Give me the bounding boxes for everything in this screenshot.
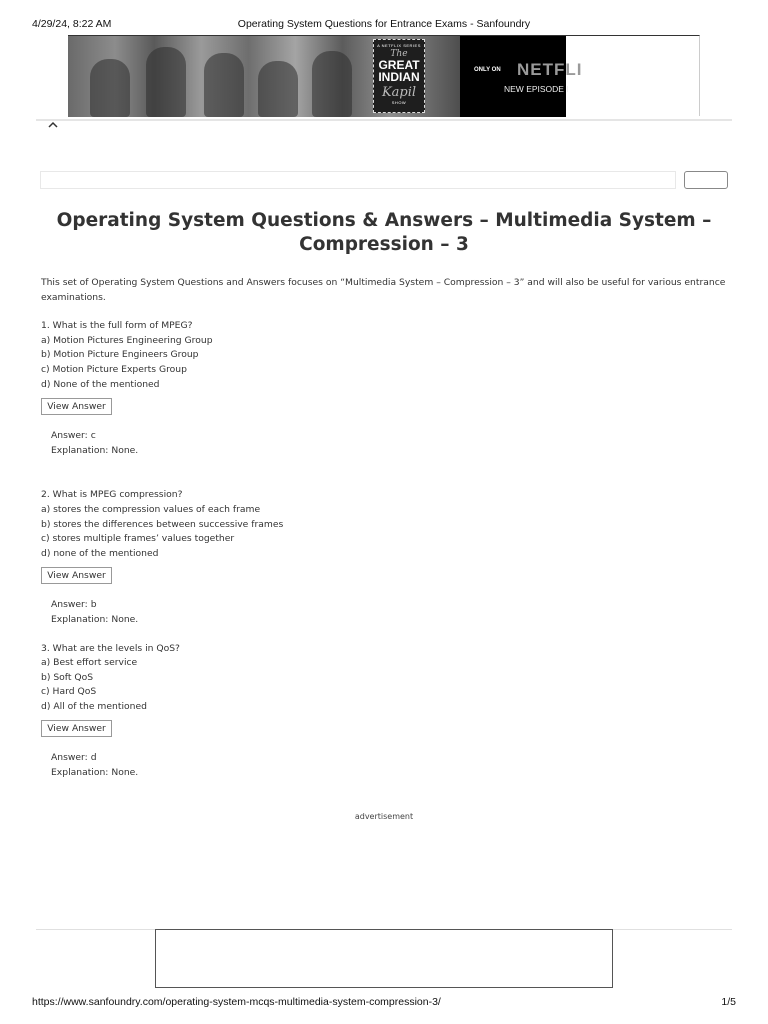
print-title: Operating System Questions for Entrance Exams - Sanfoundry [237,18,531,30]
question-text: 3. What are the levels in QoS? [41,642,180,654]
answer-panel [51,429,731,458]
explanation-text: Explanation: None. [51,444,139,456]
option-d: d) none of the mentioned [41,547,159,559]
banner-netflix-panel [460,36,583,117]
only-on-label: ONLY ON [474,67,501,73]
netflix-logo: NETFLI [517,60,583,79]
option-c: c) Hard QoS [41,686,97,698]
answer-panel [51,598,731,627]
question-2 [41,488,731,627]
option-b: b) Soft QoS [41,671,94,683]
page-title: Operating System Questions & Answers – Multimedia System – Compression – 3 [56,210,712,255]
new-episode-label: NEW EPISODE I [504,84,569,94]
show-logo: A NETFLIX SERIES The GREAT INDIAN Kapil SHOW [373,39,425,113]
page-number: 1/5 [721,996,736,1008]
option-a: a) Best effort service [41,657,138,669]
option-a: a) Motion Pictures Engineering Group [41,334,213,346]
page-url: https://www.sanfoundry.com/operating-system-mcqs-multimedia-system-compression-3/ [32,996,441,1008]
view-answer-button[interactable]: View Answer [41,567,112,584]
article-content [41,276,731,781]
option-c: c) Motion Picture Experts Group [41,363,187,375]
intro-paragraph: This set of Operating System Questions and Answers focuses on “Multimedia System – Compression – 3” and will also be useful for various entrance examinations. [41,277,726,303]
question-1 [41,319,731,458]
explanation-text: Explanation: None. [51,767,139,779]
banner-photo [68,36,460,117]
question-text: 2. What is MPEG compression? [41,489,183,501]
bottom-ad-slot[interactable] [155,929,613,988]
answer-text: Answer: d [51,752,97,764]
search-button[interactable] [684,171,728,189]
advertisement-label: advertisement [354,812,414,821]
explanation-text: Explanation: None. [51,613,139,625]
option-b: b) stores the differences between successive frames [41,518,284,530]
option-d: d) All of the mentioned [41,700,147,712]
answer-text: Answer: c [51,430,96,442]
answer-panel [51,751,731,780]
search-input[interactable] [40,171,676,189]
question-3 [41,642,731,781]
banner-ad[interactable] [68,35,700,116]
print-date: 4/29/24, 8:22 AM [32,18,112,30]
option-b: b) Motion Picture Engineers Group [41,349,199,361]
print-header [32,18,736,32]
question-text: 1. What is the full form of MPEG? [41,320,193,332]
chevron-up-icon[interactable] [47,119,59,131]
option-c: c) stores multiple frames’ values together [41,533,235,545]
view-answer-button[interactable]: View Answer [41,398,112,415]
print-footer [32,996,736,1010]
view-answer-button[interactable]: View Answer [41,720,112,737]
option-d: d) None of the mentioned [41,378,160,390]
option-a: a) stores the compression values of each frame [41,503,261,515]
banner-divider [36,119,732,121]
answer-text: Answer: b [51,599,97,611]
